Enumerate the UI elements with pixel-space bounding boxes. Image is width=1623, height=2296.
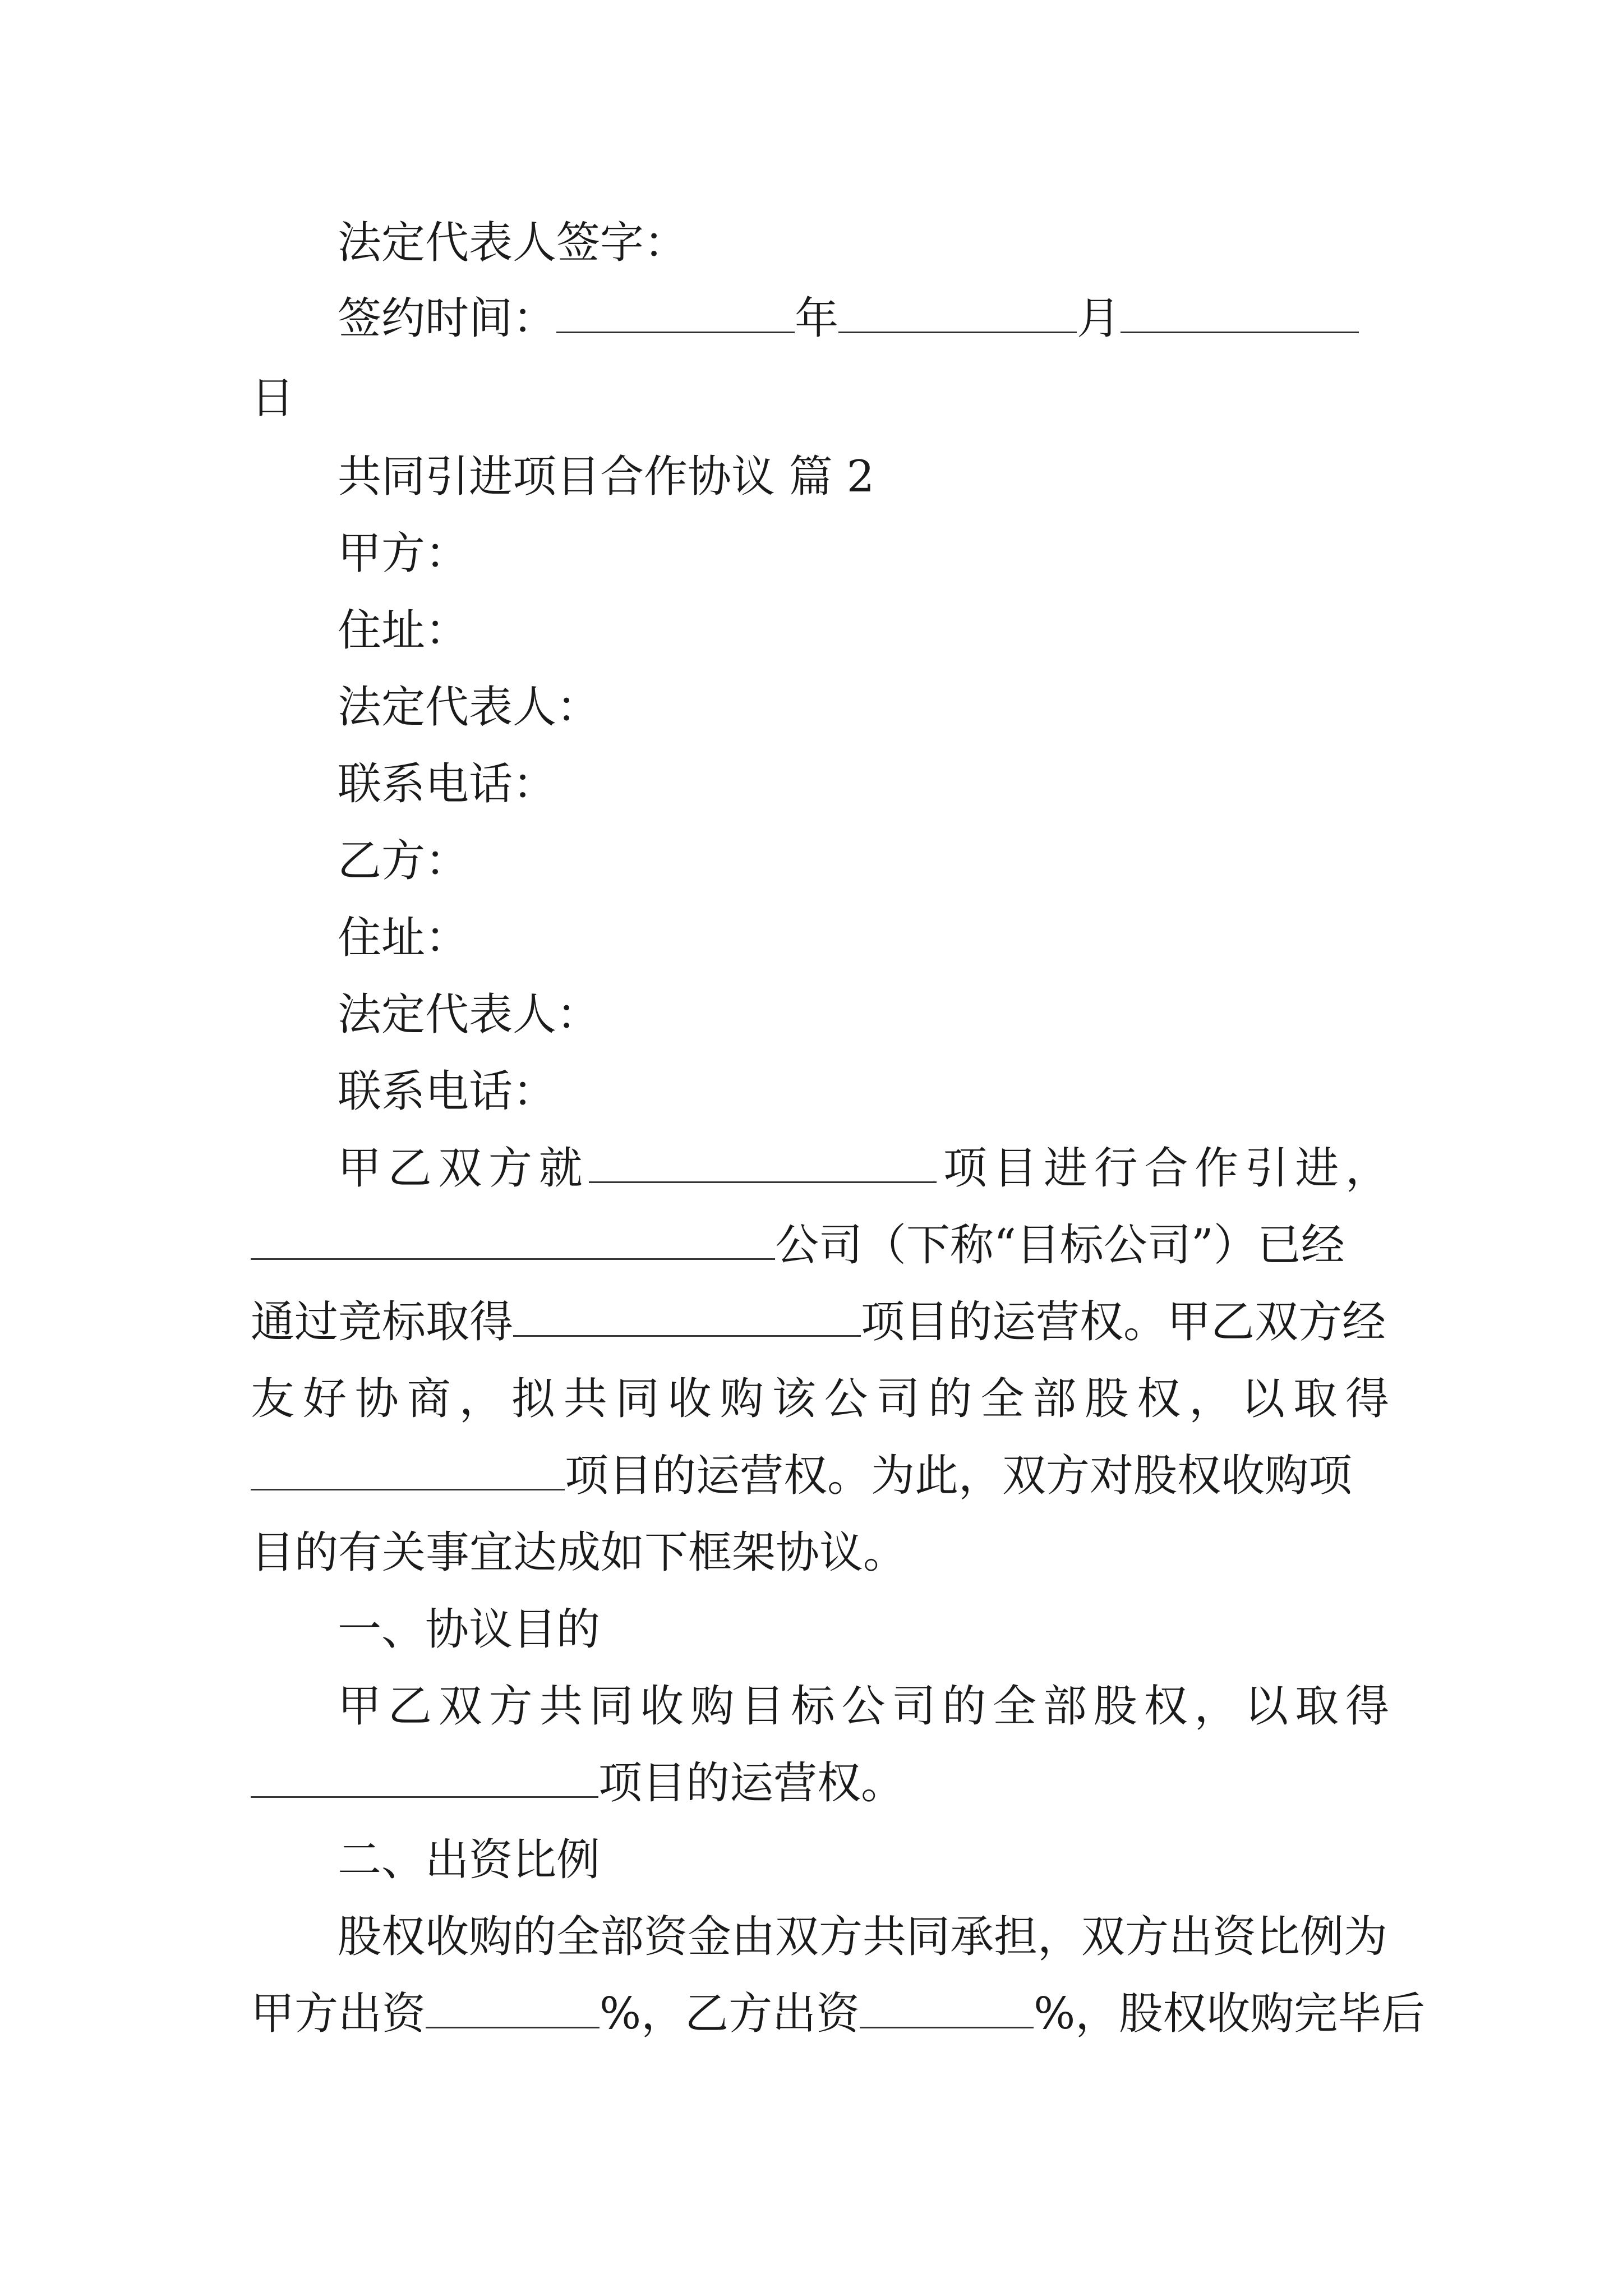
project-blank <box>589 1142 937 1183</box>
section-2-text: %，乙方出资 <box>600 1989 860 2039</box>
legal-rep-sign-label: 法定代表人签字： <box>338 218 688 268</box>
intro-text: 项目进行合作引进， <box>937 1143 1389 1194</box>
project-blank <box>513 1296 861 1337</box>
party-a-rep: 法定代表人： <box>338 682 601 733</box>
party-a-phone: 联系电话： <box>338 759 557 809</box>
company-blank <box>251 1219 775 1260</box>
party-a-address: 住址： <box>338 605 469 656</box>
intro-line-3 <box>251 1291 1386 1353</box>
agreement-title: 共同引进项目合作协议 篇 2 <box>338 452 875 502</box>
party-b-address: 住址： <box>338 913 469 963</box>
section-2-text: %，股权收购完毕后 <box>1034 1989 1426 2039</box>
month-label: 月 <box>1077 293 1121 344</box>
year-label: 年 <box>795 293 839 344</box>
party-a-share-blank <box>426 1987 600 2028</box>
year-blank <box>556 292 795 333</box>
intro-line-6: 目的有关事宜达成如下框架协议。 <box>251 1527 907 1578</box>
section-2-text: 甲方出资 <box>251 1989 426 2039</box>
intro-text: 甲乙双方就 <box>338 1143 589 1194</box>
section-1-line-2 <box>251 1752 905 1814</box>
party-b-phone: 联系电话： <box>338 1066 557 1117</box>
party-b-share-blank <box>860 1987 1034 2028</box>
sign-date-line <box>338 288 1359 349</box>
party-b-name: 乙方： <box>338 836 469 886</box>
intro-text: 公司（下称“目标公司”）已经 <box>775 1220 1345 1271</box>
intro-text: 项目的运营权。甲乙双方经 <box>861 1297 1386 1347</box>
section-1-heading: 一、协议目的 <box>338 1604 601 1655</box>
section-1-line-1: 甲乙双方共同收购目标公司的全部股权，以取得 <box>338 1681 1389 1732</box>
intro-line-1 <box>338 1138 1389 1199</box>
sign-date-label: 签约时间： <box>338 293 557 344</box>
project-blank <box>251 1757 598 1798</box>
section-2-line-2 <box>251 1983 1425 2045</box>
intro-text: 通过竞标取得 <box>251 1297 514 1347</box>
section-1-text: 项目的运营权。 <box>598 1758 905 1809</box>
intro-line-4: 友好协商，拟共同收购该公司的全部股权，以取得 <box>251 1374 1389 1424</box>
party-b-rep: 法定代表人： <box>338 990 601 1040</box>
intro-line-5 <box>251 1445 1352 1507</box>
intro-line-2 <box>251 1214 1345 1276</box>
project-blank <box>251 1450 565 1490</box>
day-label: 日 <box>251 373 295 424</box>
section-2-line-1: 股权收购的全部资金由双方共同承担，双方出资比例为 <box>338 1912 1388 1962</box>
month-blank <box>838 292 1077 333</box>
section-2-heading: 二、出资比例 <box>338 1835 601 1885</box>
intro-text: 项目的运营权。为此，双方对股权收购项 <box>565 1451 1353 1501</box>
party-a-name: 甲方： <box>338 528 469 579</box>
day-blank <box>1121 292 1359 333</box>
